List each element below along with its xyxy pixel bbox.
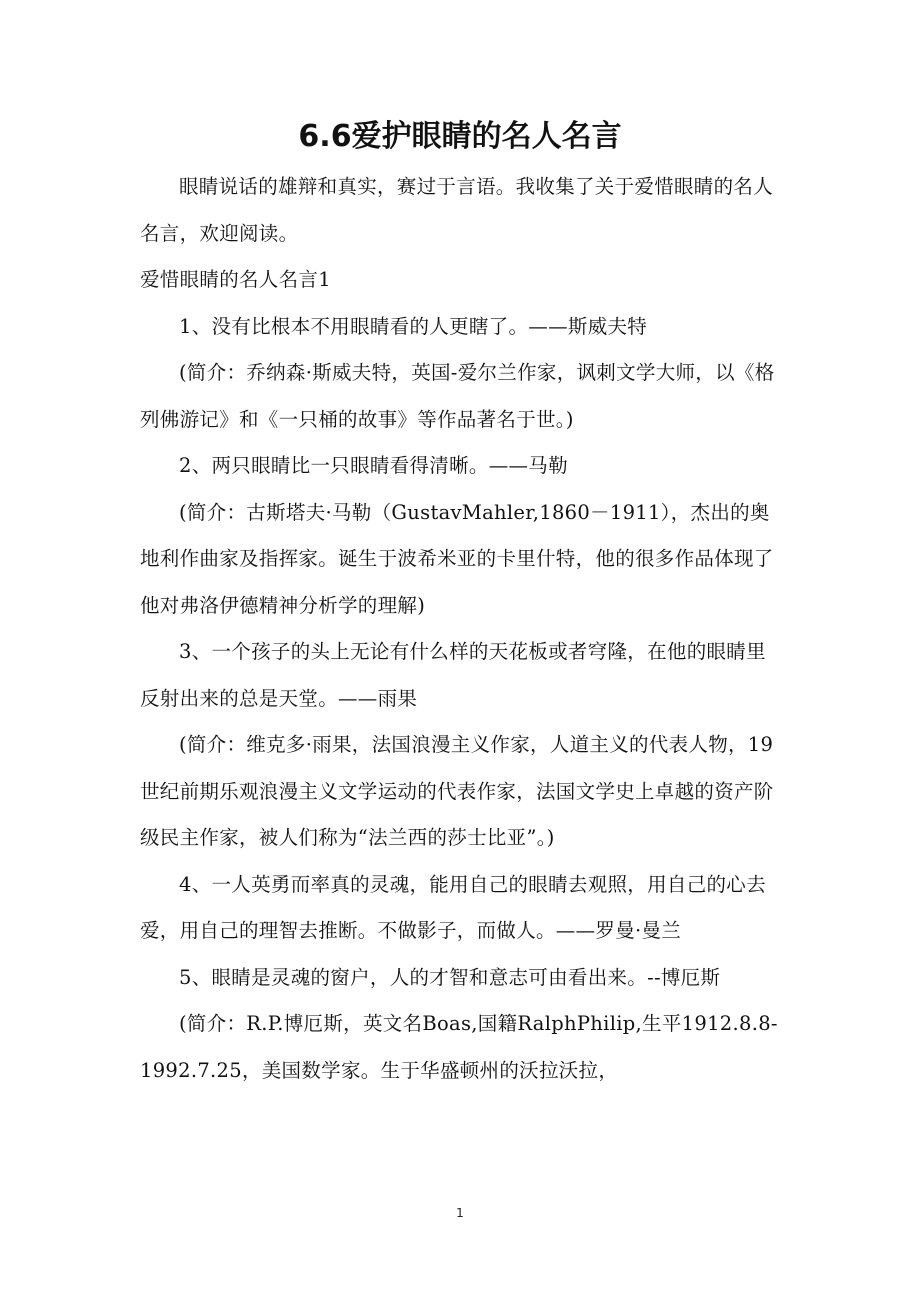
quote-3: 3、一个孩子的头上无论有什么样的天花板或者穹隆，在他的眼睛里反射出来的总是天堂。——雨果	[140, 640, 766, 710]
document-body	[140, 164, 780, 1094]
quote-5-note: (简介：R.P.博厄斯，英文名Boas,国籍RalphPhilip,生平1912.8.8-1992.7.25，美国数学家。生于华盛顿州的沃拉沃拉，	[140, 1012, 778, 1082]
document-title: 6.6爱护眼睛的名人名言	[298, 119, 622, 154]
quote-3-note: (简介：维克多·雨果，法国浪漫主义作家，人道主义的代表人物，19世纪前期乐观浪漫主义文学运动的代表作家，法国文学史上卓越的资产阶级民主作家，被人们称为“法兰西的莎士比亚”。)	[140, 733, 774, 849]
page-number: 1	[456, 1206, 464, 1220]
section-heading: 爱惜眼睛的名人名言1	[140, 268, 331, 291]
intro-paragraph: 眼睛说话的雄辩和真实，赛过于言语。我收集了关于爱惜眼睛的名人名言，欢迎阅读。	[140, 175, 774, 245]
quote-1: 1、没有比根本不用眼睛看的人更瞎了。——斯威夫特	[179, 314, 648, 338]
quote-5: 5、眼睛是灵魂的窗户，人的才智和意志可由看出来。--博厄斯	[179, 965, 721, 989]
quote-4: 4、一人英勇而率真的灵魂，能用自己的眼睛去观照，用自己的心去爱，用自己的理智去推断。不做影子，而做人。——罗曼·曼兰	[140, 872, 766, 942]
quote-1-note: (简介：乔纳森·斯威夫特，英国-爱尔兰作家，讽刺文学大师，以《格列佛游记》和《一只桶的故事》等作品著名于世。)	[140, 361, 775, 431]
quote-2-note: (简介：古斯塔夫·马勒（GustavMahler,1860－1911），杰出的奥地利作曲家及指挥家。诞生于波希米亚的卡里什特，他的很多作品体现了他对弗洛伊德精神分析学的理解)	[140, 500, 774, 617]
quote-2: 2、两只眼睛比一只眼睛看得清晰。——马勒	[179, 454, 568, 477]
